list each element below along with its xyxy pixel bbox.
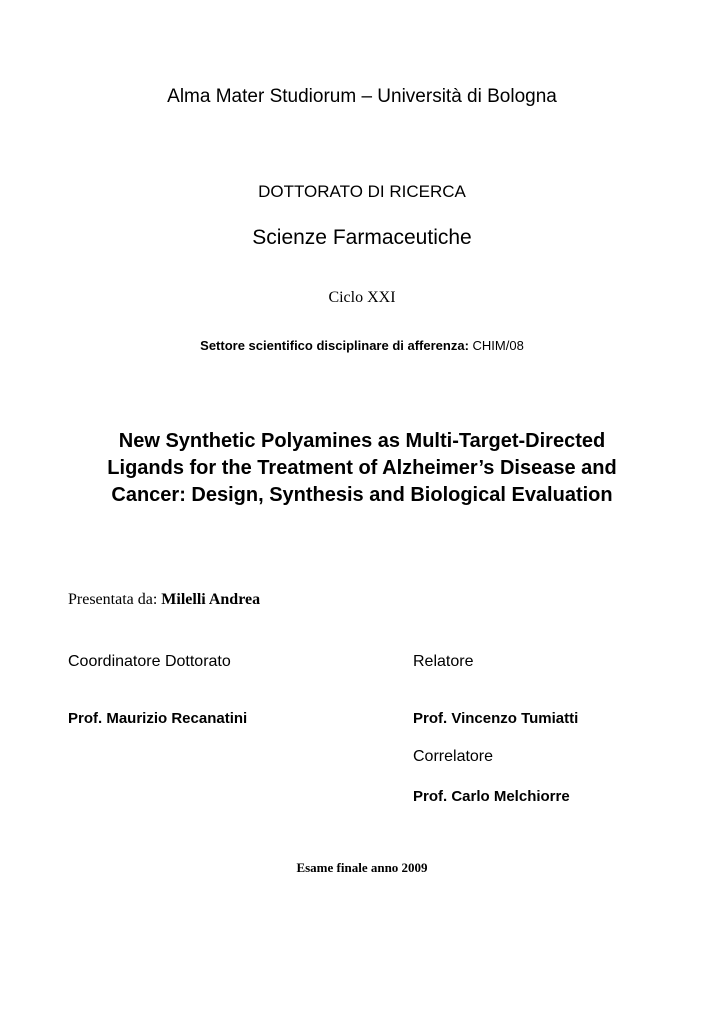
coordinator-name: Prof. Maurizio Recanatini	[68, 710, 248, 727]
sector-label: Settore scientifico disciplinare di afferenza:	[200, 338, 469, 353]
thesis-title	[0, 428, 724, 509]
presented-label: Presentata da:	[68, 591, 158, 608]
advisor-label: Relatore	[413, 653, 474, 670]
cycle-label: Ciclo XXI	[328, 289, 396, 306]
presented-by	[68, 591, 260, 609]
coadvisor-label: Correlatore	[413, 748, 494, 765]
scientific-sector	[0, 338, 724, 353]
final-exam-year: Esame finale anno 2009	[296, 860, 428, 875]
coadvisor-name: Prof. Carlo Melchiorre	[413, 788, 570, 805]
sector-value: CHIM/08	[472, 338, 524, 353]
author-name: Milelli Andrea	[161, 591, 261, 608]
thesis-title-line: Ligands for the Treatment of Alzheimer’s Disease and	[107, 457, 617, 479]
thesis-title-line: New Synthetic Polyamines as Multi-Target-Directed	[118, 430, 606, 452]
advisor-name: Prof. Vincenzo Tumiatti	[413, 710, 579, 727]
coordinator-label: Coordinatore Dottorato	[68, 653, 231, 670]
doctorate-heading: DOTTORATO DI RICERCA	[258, 182, 466, 201]
program-name: Scienze Farmaceutiche	[252, 226, 472, 249]
thesis-title-line: Cancer: Design, Synthesis and Biological Evaluation	[111, 484, 613, 506]
university-name: Alma Mater Studiorum – Università di Bologna	[167, 86, 557, 107]
